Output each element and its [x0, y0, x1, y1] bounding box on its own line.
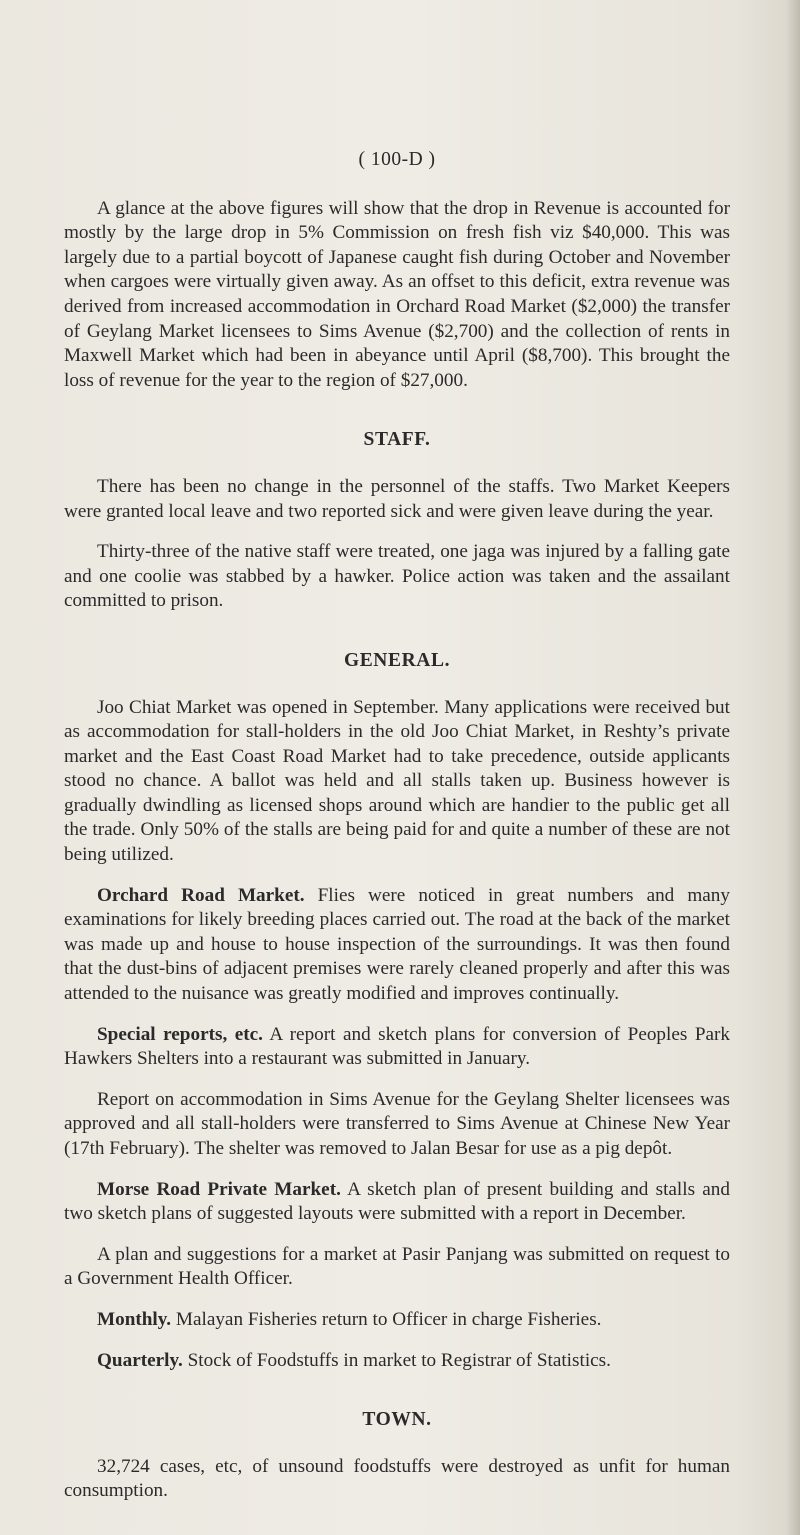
quarterly-text: Stock of Foodstuffs in market to Registrar of Statistics. — [182, 1349, 611, 1371]
monthly-lead: Monthly. — [97, 1308, 172, 1330]
staff-paragraph-leave: There has been no change in the personnel of the staffs. Two Market Keepers were granted local leave and two reported sick and were given leave during the year. — [64, 475, 730, 522]
quarterly-paragraph — [64, 1349, 730, 1374]
special-reports-lead: Special reports, etc. — [97, 1023, 263, 1045]
general-heading: GENERAL. — [343, 649, 451, 671]
special-reports-text: A report and sketch plans for conversion of Peoples Park Hawkers Shelters into a restaurant was submitted in January. — [64, 1023, 730, 1070]
morse-road-paragraph — [64, 1178, 730, 1227]
orchard-road-paragraph — [64, 884, 730, 1007]
town-paragraph: 32,724 cases, etc, of unsound foodstuffs were destroyed as unfit for human consumption. — [64, 1455, 730, 1502]
page-edge-shadow — [786, 0, 800, 1535]
orchard-road-text: Flies were noticed in great numbers and many examinations for likely breeding places carried out. The road at the back of the market was made up and house to house inspection of the surroundings. It was then found that the dust-bins of adjacent premises were rarely cleaned properly and after this was attended to the nuisance was greatly modified and improves continually. — [64, 884, 730, 1005]
staff-paragraph-treated: Thirty-three of the native staff were treated, one jaga was injured by a falling gate and one coolie was stabbed by a hawker. Police action was taken and the assailant committed to prison. — [64, 541, 730, 612]
pasir-panjang-paragraph: A plan and suggestions for a market at Pasir Panjang was submitted on request to a Government Health Officer. — [64, 1243, 730, 1290]
sims-avenue-paragraph: Report on accommodation in Sims Avenue for the Geylang Shelter licensees was approved and all stall-holders were transferred to Sims Avenue at Chinese New Year (17th February). The shelter was removed to Jalan Besar for use as a pig depôt. — [64, 1088, 730, 1159]
monthly-text: Malayan Fisheries return to Officer in charge Fisheries. — [171, 1308, 602, 1330]
intro-paragraph: A glance at the above figures will show that the drop in Revenue is accounted for mostly by the large drop in 5% Commission on fresh fish viz $40,000. This was largely due to a partial boycott of Japanese caught fish during October and November when cargoes were virtually given away. As an offset to this deficit, extra revenue was derived from increased accommodation in Orchard Road Market ($2,000) the transfer of Geylang Market licensees to Sims Avenue ($2,700) and the collection of rents in Maxwell Market which had been in abeyance until April ($8,700). This brought the loss of revenue for the year to the region of $27,000. — [64, 197, 730, 391]
town-heading: TOWN. — [362, 1409, 432, 1431]
quarterly-lead: Quarterly. — [97, 1349, 183, 1371]
monthly-paragraph — [64, 1308, 730, 1333]
special-reports-paragraph — [64, 1023, 730, 1072]
page-number: ( 100-D ) — [358, 149, 436, 170]
morse-road-text: A sketch plan of present building and stalls and two sketch plans of suggested layouts were submitted with a report in December. — [64, 1178, 730, 1225]
joo-chiat-paragraph: Joo Chiat Market was opened in September. Many applications were received but as accommodation for stall-holders in the old Joo Chiat Market, in Reshty’s private market and the East Coast Road Market had to take precedence, outside applicants stood no chance. A ballot was held and all stalls taken up. Business however is gradually dwindling as licensed shops around which are handier to the public get all the trade. Only 50% of the stalls are being paid for and quite a number of these are not being utilized. — [64, 696, 730, 866]
orchard-road-lead: Orchard Road Market. — [97, 884, 305, 906]
staff-heading: STAFF. — [363, 429, 431, 451]
page-content — [64, 148, 730, 1504]
morse-road-lead: Morse Road Private Market. — [97, 1178, 341, 1200]
